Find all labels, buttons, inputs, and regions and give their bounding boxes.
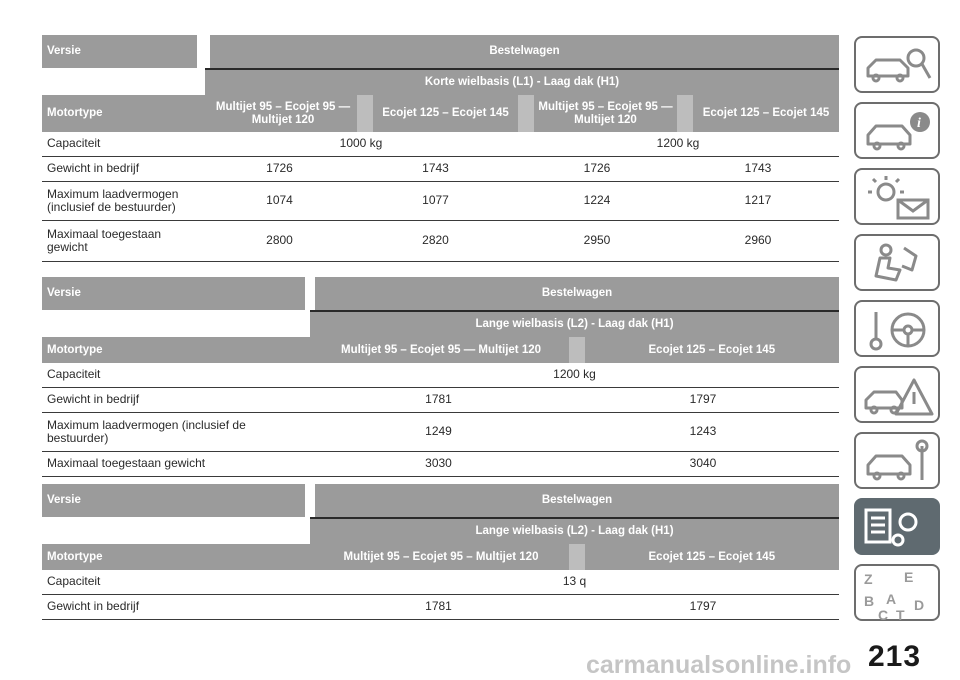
svg-text:C: C — [878, 607, 889, 623]
row-label: Capaciteit — [47, 367, 101, 382]
svg-text:i: i — [917, 116, 921, 131]
subheading-row — [205, 68, 839, 95]
table-row — [42, 452, 839, 477]
alphabet-index-icon — [856, 566, 942, 623]
row-label: Maximaal toegestaan gewicht — [47, 226, 162, 254]
engine-col-2: Ecojet 125 – Ecojet 145 — [648, 343, 776, 356]
version-header-row — [42, 35, 839, 68]
row-label: Maximum laadvermogen (inclusief de bestuurder) — [47, 186, 179, 214]
key-steering-wheel-icon — [856, 302, 942, 359]
capacity-row — [42, 363, 839, 388]
nav-tab-maintenance[interactable] — [854, 432, 940, 489]
list-gears-icon — [856, 500, 942, 557]
cell-value: 1217 — [744, 193, 772, 208]
motortype-label: Motortype — [47, 550, 103, 563]
svg-text:B: B — [864, 593, 875, 609]
cell-value: 1781 — [425, 392, 452, 407]
cell-value: 1249 — [425, 424, 452, 439]
cell-value: 1726 — [583, 161, 611, 176]
capacity-row — [42, 132, 839, 157]
cell-value: 1243 — [689, 424, 717, 439]
subheading: Korte wielbasis (L1) - Laag dak (H1) — [424, 76, 620, 88]
seat-airbag-icon — [856, 236, 942, 293]
subheading: Lange wielbasis (L2) - Laag dak (H1) — [475, 318, 674, 330]
cell-value: 1074 — [266, 193, 293, 208]
row-label: Maximaal toegestaan gewicht — [47, 456, 206, 471]
nav-tab-car-info[interactable] — [854, 102, 940, 159]
cell-value: 2800 — [266, 233, 293, 248]
cell-value: 1224 — [583, 193, 611, 208]
row-label: Gewicht in bedrijf — [47, 161, 140, 176]
subheading: Lange wielbasis (L2) - Laag dak (H1) — [475, 525, 674, 537]
cell-value: 2950 — [583, 233, 611, 248]
engine-col-1: Multijet 95 – Ecojet 95 — Multijet 120 — [340, 343, 542, 356]
cell-value: 1743 — [744, 161, 772, 176]
svg-text:T: T — [896, 607, 905, 623]
version-header-row — [42, 484, 839, 517]
row-label: Gewicht in bedrijf — [47, 392, 140, 407]
version-label: Versie — [47, 494, 81, 506]
svg-text:Z: Z — [864, 571, 873, 587]
cell-value: 1077 — [422, 193, 449, 208]
motortype-label: Motortype — [47, 343, 103, 356]
page-number: 213 — [868, 640, 922, 673]
car-warning-triangle-icon — [856, 368, 942, 425]
version-label: Versie — [47, 287, 81, 299]
cell-value: 1781 — [425, 599, 452, 614]
row-label: Gewicht in bedrijf — [47, 599, 140, 614]
car-wrench-icon — [856, 434, 942, 491]
cell-value: 1000 kg — [339, 136, 383, 151]
engine-col-2: Ecojet 125 – Ecojet 145 — [648, 550, 776, 563]
warning-light-message-icon — [856, 170, 942, 227]
version-value: Bestelwagen — [541, 287, 613, 299]
engine-col-2: Ecojet 125 – Ecojet 145 — [382, 107, 509, 119]
engine-col-4: Ecojet 125 – Ecojet 145 — [702, 107, 830, 119]
motortype-header-row — [42, 95, 839, 132]
table-row — [42, 157, 839, 182]
engine-col-1: Multijet 95 – Ecojet 95 – Multijet 120 — [343, 550, 539, 563]
cell-value: 1200 kg — [656, 136, 700, 151]
nav-tab-index[interactable] — [854, 564, 940, 621]
version-value: Bestelwagen — [541, 494, 613, 506]
row-label: Capaciteit — [47, 574, 101, 589]
table-row — [42, 595, 839, 620]
motortype-header-row — [42, 544, 839, 570]
version-value: Bestelwagen — [489, 45, 560, 57]
table-row — [42, 388, 839, 413]
specs-table-short-wheelbase — [42, 35, 839, 262]
svg-text:D: D — [914, 597, 925, 613]
watermark: carmanualsonline.info — [586, 651, 852, 679]
engine-col-1: Multijet 95 – Ecojet 95 — Multijet 120 — [215, 100, 351, 126]
cell-value: 1797 — [689, 392, 717, 407]
cell-value: 1797 — [689, 599, 717, 614]
cell-value: 13 q — [562, 574, 587, 589]
svg-text:E: E — [904, 569, 914, 585]
table-row — [42, 413, 839, 452]
car-info-icon — [856, 104, 942, 161]
cell-value: 1726 — [266, 161, 293, 176]
motortype-header-row — [42, 337, 839, 363]
nav-tab-emergency[interactable] — [854, 366, 940, 423]
specs-table-long-wheelbase — [42, 277, 839, 477]
cell-value: 3030 — [425, 456, 452, 471]
car-search-icon — [856, 38, 942, 95]
table-row — [42, 221, 839, 262]
cell-value: 1743 — [422, 161, 449, 176]
nav-tab-technical-data[interactable] — [854, 498, 940, 555]
nav-tab-car-search[interactable] — [854, 36, 940, 93]
version-label: Versie — [47, 45, 81, 57]
subheading-row — [310, 517, 839, 544]
motortype-label: Motortype — [47, 107, 103, 119]
subheading-row — [310, 310, 839, 337]
cell-value: 1200 kg — [553, 367, 596, 382]
nav-tab-safety[interactable] — [854, 234, 940, 291]
cell-value: 2960 — [744, 233, 772, 248]
row-label: Maximum laadvermogen (inclusief de bestuurder) — [47, 417, 246, 445]
engine-col-3: Multijet 95 – Ecojet 95 — Multijet 120 — [538, 100, 673, 126]
row-label: Capaciteit — [47, 136, 101, 151]
capacity-row — [42, 570, 839, 595]
svg-text:A: A — [886, 591, 897, 607]
cell-value: 2820 — [422, 233, 449, 248]
nav-tab-starting-driving[interactable] — [854, 300, 940, 357]
table-row — [42, 182, 839, 221]
nav-tab-warning-lights[interactable] — [854, 168, 940, 225]
specs-table-long-wheelbase-2 — [42, 484, 839, 620]
version-header-row — [42, 277, 839, 310]
cell-value: 3040 — [689, 456, 717, 471]
